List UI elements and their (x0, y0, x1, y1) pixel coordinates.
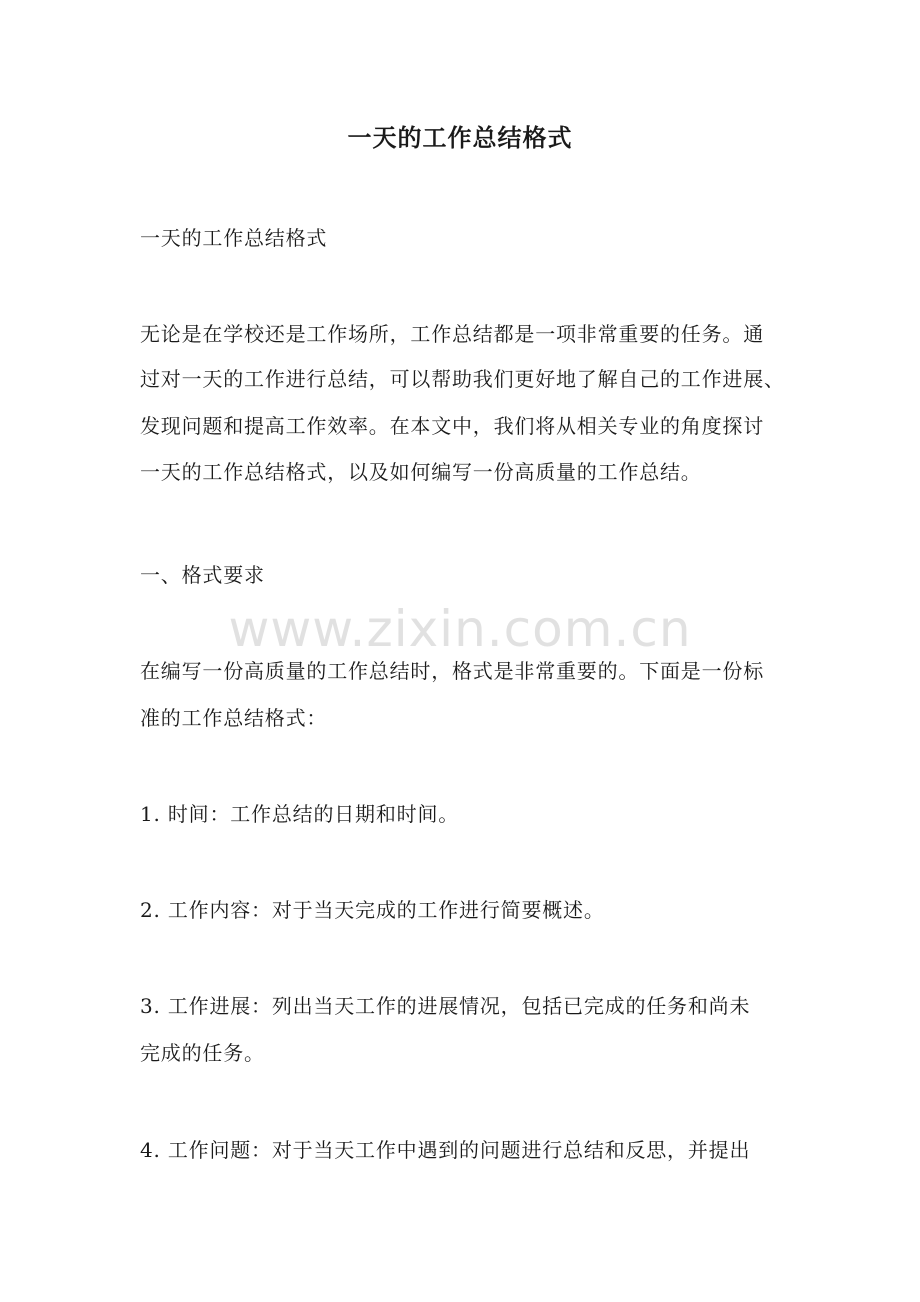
list-item-1: 1. 时间：工作总结的日期和时间。 (140, 802, 460, 826)
section-heading: 一、格式要求 (140, 563, 265, 587)
section-para-line-1: 在编写一份高质量的工作总结时，格式是非常重要的。下面是一份标 (140, 659, 764, 683)
section-para-line-2: 准的工作总结格式： (140, 706, 328, 730)
list-item-2: 2. 工作内容：对于当天完成的工作进行简要概述。 (140, 898, 605, 922)
document-title: 一天的工作总结格式 (347, 123, 573, 152)
list-item-3-line-1: 3. 工作进展：列出当天工作的进展情况，包括已完成的任务和尚未 (140, 994, 751, 1018)
intro-line-4: 一天的工作总结格式，以及如何编写一份高质量的工作总结。 (140, 460, 702, 484)
intro-line-3: 发现问题和提高工作效率。在本文中，我们将从相关专业的角度探讨 (140, 414, 764, 438)
watermark: www.zixin.com.cn (228, 600, 692, 658)
subtitle: 一天的工作总结格式 (140, 226, 328, 250)
intro-line-2: 过对一天的工作进行总结，可以帮助我们更好地了解自己的工作进展、 (140, 367, 785, 391)
list-item-4-line-1: 4. 工作问题：对于当天工作中遇到的问题进行总结和反思，并提出 (140, 1138, 751, 1162)
intro-line-1: 无论是在学校还是工作场所，工作总结都是一项非常重要的任务。通 (140, 322, 764, 346)
list-item-3-line-2: 完成的任务。 (140, 1041, 265, 1065)
